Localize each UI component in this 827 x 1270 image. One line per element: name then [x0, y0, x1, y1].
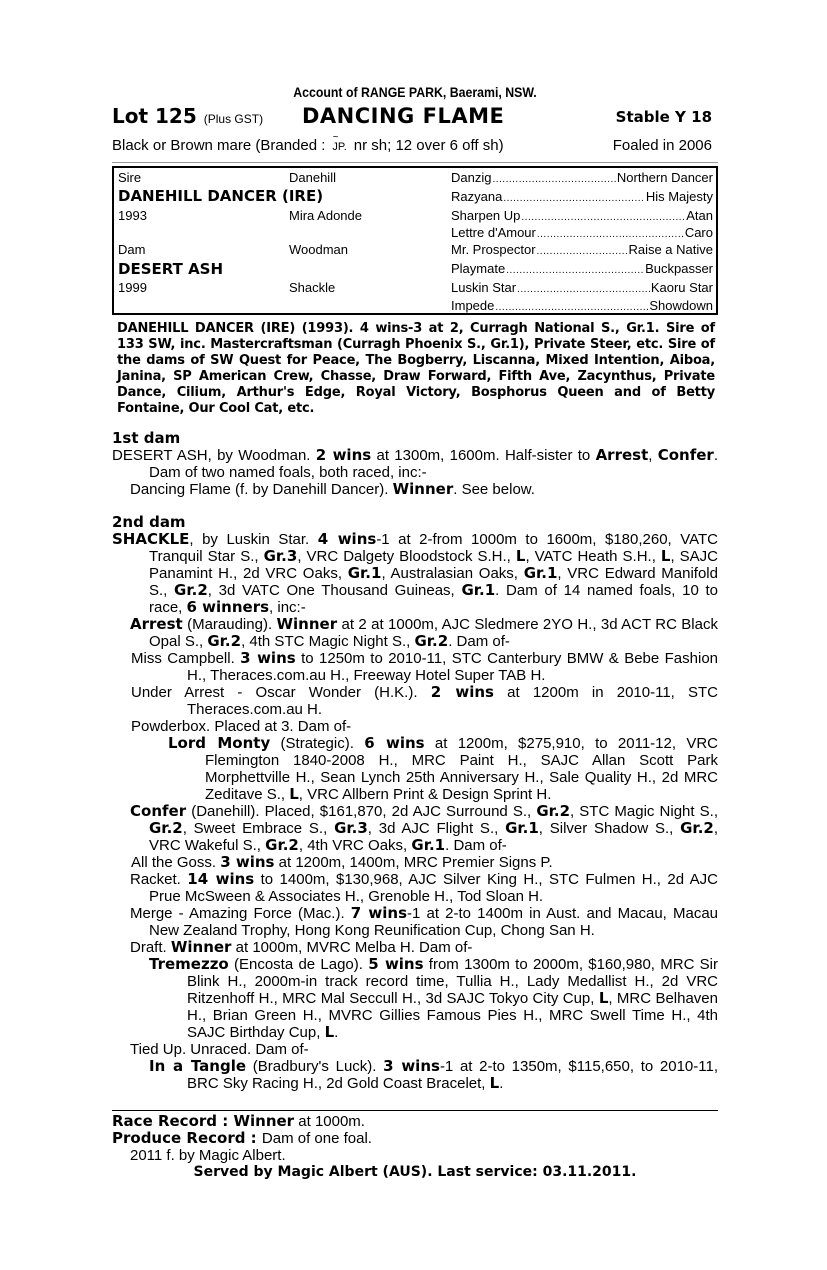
third-gen-row	[451, 298, 713, 313]
leader-dots	[503, 189, 645, 204]
ancestor-sire: Caro	[684, 225, 713, 240]
progeny-entry: Merge - Amazing Force (Mac.). 7 wins-1 at 2-to 1400m in Aust. and Macau, Macau New Zealand Trophy, Hong Kong Reunification Cup, Chong San H.	[130, 904, 719, 939]
crown-icon: ~	[332, 132, 339, 143]
ancestor: Sharpen Up	[451, 208, 521, 223]
produce-record: Produce Record : Dam of one foal.	[112, 1129, 372, 1147]
ancestor-sire: Buckpasser	[645, 261, 713, 276]
progeny-entry: Draft. Winner at 1000m, MVRC Melba H. Dam of-	[130, 938, 473, 956]
leader-dots	[521, 208, 685, 223]
ancestor: Luskin Star	[451, 280, 517, 295]
lot-label: Lot 125	[112, 104, 197, 128]
produce-foal: 2011 f. by Magic Albert.	[130, 1147, 286, 1164]
brand-mark-icon	[330, 132, 350, 153]
leader-dots	[495, 298, 648, 313]
progeny-entry: Dancing Flame (f. by Danehill Dancer). Winner. See below.	[130, 480, 535, 498]
served-note: Served by Magic Albert (AUS). Last service: 03.11.2011.	[193, 1164, 637, 1180]
footer-divider	[112, 1110, 718, 1111]
ancestor-sire: Atan	[686, 208, 713, 223]
third-gen-row	[451, 261, 713, 276]
dam-year: 1999	[118, 280, 147, 295]
progeny-entry: Confer (Danehill). Placed, $161,870, 2d AJC Surround S., Gr.2, STC Magic Night S., Gr.2, Sweet Embrace S., Gr.3, 3d AJC Flight S., Gr.1, Silver Shadow S., Gr.2, VRC Wakeful S., Gr.2, 4th VRC Oaks, Gr.1. Dam of-	[130, 802, 719, 854]
header-divider	[112, 162, 718, 163]
progeny-entry: Tied Up. Unraced. Dam of-	[130, 1041, 309, 1058]
grand-progeny-entry: Miss Campbell. 3 wins to 1250m to 2010-11, STC Canterbury BMW & Bebe Fashion H., Theraces.com.au H., Freeway Hotel Super TAB H.	[131, 649, 719, 684]
progeny-entry: Racket. 14 wins to 1400m, $130,968, AJC Silver King H., STC Fulmen H., 2d AJC Prue McSween & Associates H., Grenoble H., Tod Sloan H.	[130, 870, 718, 905]
grand-progeny-entry: Under Arrest - Oscar Wonder (H.K.). 2 wins at 1200m in 2010-11, STC Theraces.com.au H.	[131, 683, 719, 718]
plus-gst-note: (Plus GST)	[203, 112, 264, 126]
brand-letters: JP.	[332, 141, 347, 153]
dam-name: DESERT ASH	[118, 260, 224, 278]
records-footer	[112, 1113, 718, 1181]
sire-name: DANEHILL DANCER (IRE)	[118, 187, 324, 205]
second-dam-section	[112, 514, 718, 1092]
horse-name: DANCING FLAME	[302, 104, 505, 128]
sire-dam: Mira Adonde	[289, 208, 362, 223]
colour-sex-brand	[112, 132, 504, 154]
progeny-entry: Arrest (Marauding). Winner at 2 at 1000m, AJC Sledmere 2YO H., 3d ACT RC Black Opal S., Gr.2, 4th STC Magic Night S., Gr.2. Dam of-	[130, 615, 718, 650]
pedigree-table	[112, 166, 718, 315]
sire-biography: DANEHILL DANCER (IRE) (1993). 4 wins-3 at 2, Curragh National S., Gr.1. Sire of 133 SW, inc. Mastercraftsman (Curragh Phoenix S., Gr.1), Private Steer, etc. Sire of the dams of SW Quest for Peace, The Bogberry, Liscanna, Mixed Intention, Aiboa, Janina, SP American Crew, Chasse, Draw Forward, Fifth Ave, Zacynthus, Private Dance, Cilium, Arthur's Edge, Royal Victory, Bosphorus Queen and of Betty Fontaine, Our Cool Cat, etc.	[117, 321, 715, 416]
sire-sire: Danehill	[289, 170, 336, 185]
first-dam-section	[112, 430, 718, 498]
vendor-account: Account of RANGE PARK, Baerami, NSW.	[293, 84, 537, 100]
third-gen-row	[451, 208, 713, 223]
dam-entry: DESERT ASH, by Woodman. 2 wins at 1300m, 1600m. Half-sister to Arrest, Confer. Dam of two named foals, both raced, inc:-	[112, 446, 718, 481]
ancestor: Mr. Prospector	[451, 242, 536, 257]
grand-progeny-entry: All the Goss. 3 wins at 1200m, 1400m, MRC Premier Signs P.	[131, 853, 553, 871]
ancestor: Razyana	[451, 189, 503, 204]
horse-description	[112, 132, 718, 157]
leader-dots	[506, 261, 644, 276]
lot-number	[112, 104, 263, 128]
ancestor: Playmate	[451, 261, 506, 276]
grand-progeny-entry: In a Tangle (Bradbury's Luck). 3 wins-1 at 2-to 1350m, $115,650, to 2010-11, BRC Sky Racing H., 2d Gold Coast Bracelet, L.	[149, 1057, 719, 1092]
description-prefix: Black or Brown mare (Branded :	[112, 137, 326, 154]
third-gen-row	[451, 280, 713, 295]
ancestor-sire: Kaoru Star	[650, 280, 713, 295]
third-gen-row	[451, 170, 713, 185]
stable-location: Stable Y 18	[615, 108, 712, 126]
ancestor-sire: Northern Dancer	[616, 170, 713, 185]
section-heading: 1st dam	[112, 429, 181, 447]
ancestor-sire: Raise a Native	[628, 242, 713, 257]
ancestor: Lettre d'Amour	[451, 225, 536, 240]
grand-progeny-entry: Powderbox. Placed at 3. Dam of-	[131, 718, 352, 735]
sire-label: Sire	[118, 170, 142, 185]
sire-year: 1993	[118, 208, 147, 223]
third-gen-row	[451, 189, 713, 204]
dam-sire: Woodman	[289, 242, 349, 257]
ancestor: Impede	[451, 298, 495, 313]
leader-dots	[492, 170, 615, 185]
ancestor: Danzig	[451, 170, 492, 185]
third-gen-row	[451, 242, 713, 257]
race-record: Race Record : Winner at 1000m.	[112, 1112, 365, 1130]
dam-dam: Shackle	[289, 280, 336, 295]
third-gen-row	[451, 225, 713, 240]
leader-dots	[537, 225, 684, 240]
ancestor-sire: His Majesty	[645, 189, 713, 204]
ancestor-sire: Showdown	[649, 298, 713, 313]
section-heading: 2nd dam	[112, 513, 186, 531]
dam-label: Dam	[118, 242, 146, 257]
description-suffix: nr sh; 12 over 6 off sh)	[353, 137, 504, 154]
dam-entry: SHACKLE, by Luskin Star. 4 wins-1 at 2-from 1000m to 1600m, $180,260, VATC Tranquil Star S., Gr.3, VRC Dalgety Bloodstock S.H., L, VATC Heath S.H., L, SAJC Panamint H., 2d VRC Oaks, Gr.1, Australasian Oaks, Gr.1, VRC Edward Manifold S., Gr.2, 3d VATC One Thousand Guineas, Gr.1. Dam of 14 named foals, 10 to race, 6 winners, inc:-	[112, 530, 719, 616]
grand-progeny-entry: Tremezzo (Encosta de Lago). 5 wins from 1300m to 2000m, $160,980, MRC Sir Blink H., 2000m-in track record time, Tullia H., Lady Medallist H., 2d VRC Ritzenhoff H., MRC Mal Seccull H., 3d SAJC Tokyo City Cup, L, MRC Belhaven H., Brian Green H., MVRC Gillies Famous Pies H., MRC Swell Time H., 4th SAJC Birthday Cup, L.	[149, 955, 718, 1041]
leader-dots	[517, 280, 650, 295]
lot-header	[112, 104, 718, 130]
great-grand-progeny-entry: Lord Monty (Strategic). 6 wins at 1200m, $275,910, to 2011-12, VRC Flemington 1840-2008 H., MRC Paint H., SAJC Allan Scott Park Morphettville H., Sean Lynch 25th Anniversary H., Sale Quality H., 2d MRC Zeditave S., L, VRC Allbern Print & Design Sprint H.	[168, 734, 718, 803]
foaled-year: Foaled in 2006	[612, 137, 712, 154]
leader-dots	[537, 242, 628, 257]
